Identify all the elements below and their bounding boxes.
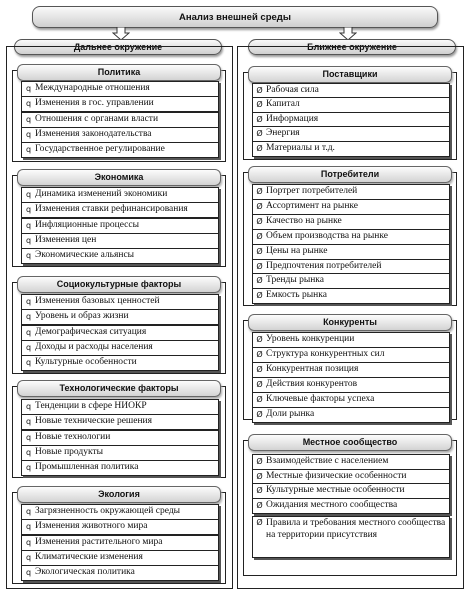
bullet-q-icon: q (25, 342, 32, 352)
bullet-q-icon: q (25, 114, 32, 124)
list-item (252, 454, 450, 470)
list-item-label: Изменения цен (35, 234, 97, 245)
list-item-label: Предпочтения потребителей (266, 260, 382, 271)
list-item (252, 244, 450, 260)
near-section-0 (243, 69, 457, 160)
list-item (252, 229, 450, 245)
list-item-label: Новые технические решения (35, 416, 153, 427)
bullet-q-icon: q (25, 537, 32, 547)
far-section-2 (12, 279, 226, 374)
list-item-label: Объем производства на рынке (266, 230, 388, 241)
list-item (252, 469, 450, 485)
list-item (21, 218, 219, 234)
main-title: Анализ внешней среды (179, 12, 291, 23)
section-title: Поставщики (248, 66, 452, 83)
far-section-1 (12, 172, 226, 267)
near-environment-title: Ближнее окружение (307, 42, 397, 52)
bullet-slashed-circle-icon: Ø (256, 201, 263, 211)
list-item-label: Загрязненность окружающей среды (35, 506, 181, 516)
list-item (21, 535, 219, 551)
list-item (21, 112, 219, 128)
list-item (252, 377, 450, 393)
list-item-label: Информация (266, 113, 319, 124)
bullet-q-icon: q (25, 417, 32, 427)
bullet-q-icon: q (25, 145, 32, 155)
main-title-banner (32, 6, 438, 28)
list-item-label: Уровень и образ жизни (35, 311, 129, 322)
list-item (21, 504, 219, 520)
bullet-q-icon: q (25, 84, 32, 93)
section-title: Технологические факторы (17, 380, 221, 397)
list-item (252, 498, 450, 514)
list-item (252, 259, 450, 275)
list-item-label: Энергия (266, 128, 300, 139)
bullet-q-icon: q (25, 568, 32, 578)
list-item-label: Изменения растительного мира (35, 536, 163, 547)
bullet-q-icon: q (25, 190, 32, 199)
list-item (252, 141, 450, 157)
list-item (252, 347, 450, 363)
near-section-1 (243, 169, 457, 306)
list-item (252, 184, 450, 200)
list-item-label: Действия конкурентов (266, 379, 358, 389)
far-environment-title: Дальнее окружение (73, 42, 163, 52)
list-item-label: Рабочая сила (266, 85, 319, 95)
list-item-label: Портрет потребителей (266, 186, 358, 196)
section-title: Экономика (17, 169, 221, 186)
list-item (252, 392, 450, 408)
list-item-label: Доходы и расходы населения (35, 341, 153, 352)
list-item-label: Промышленная политика (35, 462, 139, 473)
bullet-slashed-circle-icon: Ø (256, 486, 263, 496)
near-section-3 (243, 437, 457, 576)
section-title: Потребители (248, 166, 452, 183)
list-item (21, 399, 219, 415)
list-item (21, 309, 219, 325)
list-item-label: Международные отношения (35, 83, 150, 93)
list-item (21, 233, 219, 249)
bullet-q-icon: q (25, 432, 32, 442)
section-title: Конкуренты (248, 314, 452, 331)
list-item-label: Экономические альянсы (35, 250, 135, 261)
list-item-label: Материалы и т.д. (266, 142, 335, 153)
bullet-slashed-circle-icon: Ø (256, 187, 263, 196)
list-item-label: Изменения в гос. управлении (35, 98, 154, 109)
bullet-slashed-circle-icon: Ø (256, 261, 263, 271)
bullet-q-icon: q (25, 312, 32, 322)
bullet-q-icon: q (25, 552, 32, 562)
list-item (21, 81, 219, 97)
list-item-label: Новые технологии (35, 431, 111, 442)
list-item-label: Демографическая ситуация (35, 326, 147, 337)
list-item-label: Экологическая политика (35, 567, 135, 578)
bullet-slashed-circle-icon: Ø (256, 471, 263, 481)
section-title: Местное сообщество (248, 434, 452, 451)
bullet-q-icon: q (25, 447, 32, 457)
list-item (252, 362, 450, 378)
bullet-q-icon: q (25, 235, 32, 245)
list-item-label: Культурные особенности (35, 357, 137, 368)
bullet-slashed-circle-icon: Ø (256, 276, 263, 286)
bullet-q-icon: q (25, 463, 32, 473)
list-item-label: Инфляционные процессы (35, 219, 139, 230)
bullet-slashed-circle-icon: Ø (256, 410, 263, 419)
list-item-label: Отношения с органами власти (35, 113, 159, 124)
list-item-label: Емкость рынка (266, 290, 327, 301)
bullet-slashed-circle-icon: Ø (256, 395, 263, 404)
list-item (21, 519, 219, 535)
list-item-label: Динамика изменений экономики (35, 189, 168, 199)
section-title: Политика (17, 64, 221, 81)
bullet-q-icon: q (25, 129, 32, 139)
bullet-q-icon: q (25, 297, 32, 306)
list-item (21, 414, 219, 430)
bullet-slashed-circle-icon: Ø (256, 335, 263, 344)
list-item (21, 565, 219, 581)
list-item (252, 407, 450, 423)
bullet-slashed-circle-icon: Ø (256, 100, 263, 110)
section-title: Экология (17, 486, 221, 503)
list-item (21, 294, 219, 310)
bullet-slashed-circle-icon: Ø (256, 517, 263, 527)
list-item-label: Культурные местные особенности (266, 485, 405, 496)
list-item (252, 273, 450, 289)
list-item (21, 340, 219, 356)
bullet-q-icon: q (25, 507, 32, 516)
far-section-3 (12, 383, 226, 478)
far-section-4 (12, 489, 226, 584)
list-item (21, 96, 219, 112)
list-item (252, 516, 450, 558)
list-item-label: Структура конкурентных сил (266, 349, 385, 359)
list-item-label: Изменения законодательства (35, 128, 152, 139)
list-item-label: Новые продукты (35, 446, 103, 457)
list-item-label: Качество на рынке (266, 215, 342, 226)
bullet-slashed-circle-icon: Ø (256, 501, 263, 511)
bullet-q-icon: q (25, 99, 32, 109)
bullet-slashed-circle-icon: Ø (256, 457, 263, 466)
bullet-slashed-circle-icon: Ø (256, 231, 263, 241)
bullet-q-icon: q (25, 358, 32, 368)
list-item-label: Местные физические особенности (266, 470, 407, 481)
list-item (252, 332, 450, 348)
list-item-label: Взаимодействие с населением (266, 456, 389, 466)
list-item-label: Климатические изменения (35, 551, 143, 562)
bullet-q-icon: q (25, 220, 32, 230)
list-item-label: Изменения ставки рефинансирования (35, 204, 188, 215)
list-item-label: Правила и требования местного сообщества на территории присутствия (266, 517, 446, 540)
list-item (21, 142, 219, 158)
near-section-2 (243, 317, 457, 420)
list-item (21, 550, 219, 566)
bullet-q-icon: q (25, 205, 32, 215)
list-item (21, 187, 219, 203)
bullet-q-icon: q (25, 251, 32, 261)
bullet-slashed-circle-icon: Ø (256, 380, 263, 389)
list-item-label: Капитал (266, 99, 300, 110)
bullet-slashed-circle-icon: Ø (256, 350, 263, 359)
list-item-label: Ожидания местного сообщества (266, 500, 398, 511)
list-item-label: Доли рынка (266, 409, 315, 419)
list-item-label: Изменения базовых ценностей (35, 296, 160, 306)
list-item (21, 325, 219, 341)
bullet-slashed-circle-icon: Ø (256, 86, 263, 95)
list-item-label: Изменения животного мира (35, 521, 148, 532)
list-item (21, 445, 219, 461)
list-item (252, 199, 450, 215)
list-item (21, 430, 219, 446)
bullet-q-icon: q (25, 327, 32, 337)
list-item (252, 483, 450, 499)
list-item (21, 355, 219, 371)
bullet-q-icon: q (25, 402, 32, 411)
list-item-label: Цены на рынке (266, 245, 328, 256)
list-item-label: Тренды рынка (266, 275, 324, 286)
list-item (21, 248, 219, 264)
list-item-label: Ассортимент на рынке (266, 200, 358, 211)
list-item-label: Тенденции в сфере НИОКР (35, 401, 147, 411)
section-title: Социокультурные факторы (17, 276, 221, 293)
list-item (252, 288, 450, 304)
bullet-slashed-circle-icon: Ø (256, 114, 263, 124)
bullet-q-icon: q (25, 522, 32, 532)
list-item (252, 214, 450, 230)
list-item (21, 202, 219, 218)
list-item-label: Ключевые факторы успеха (266, 394, 375, 404)
bullet-slashed-circle-icon: Ø (256, 143, 263, 153)
bullet-slashed-circle-icon: Ø (256, 246, 263, 256)
list-item-label: Государственное регулирование (35, 144, 165, 155)
list-item (21, 460, 219, 476)
bullet-slashed-circle-icon: Ø (256, 216, 263, 226)
bullet-slashed-circle-icon: Ø (256, 129, 263, 139)
far-section-0 (12, 67, 226, 162)
bullet-slashed-circle-icon: Ø (256, 291, 263, 301)
list-item (21, 127, 219, 143)
bullet-slashed-circle-icon: Ø (256, 365, 263, 374)
list-item-label: Уровень конкуренции (266, 334, 355, 344)
list-item-label: Конкурентная позиция (266, 364, 359, 374)
